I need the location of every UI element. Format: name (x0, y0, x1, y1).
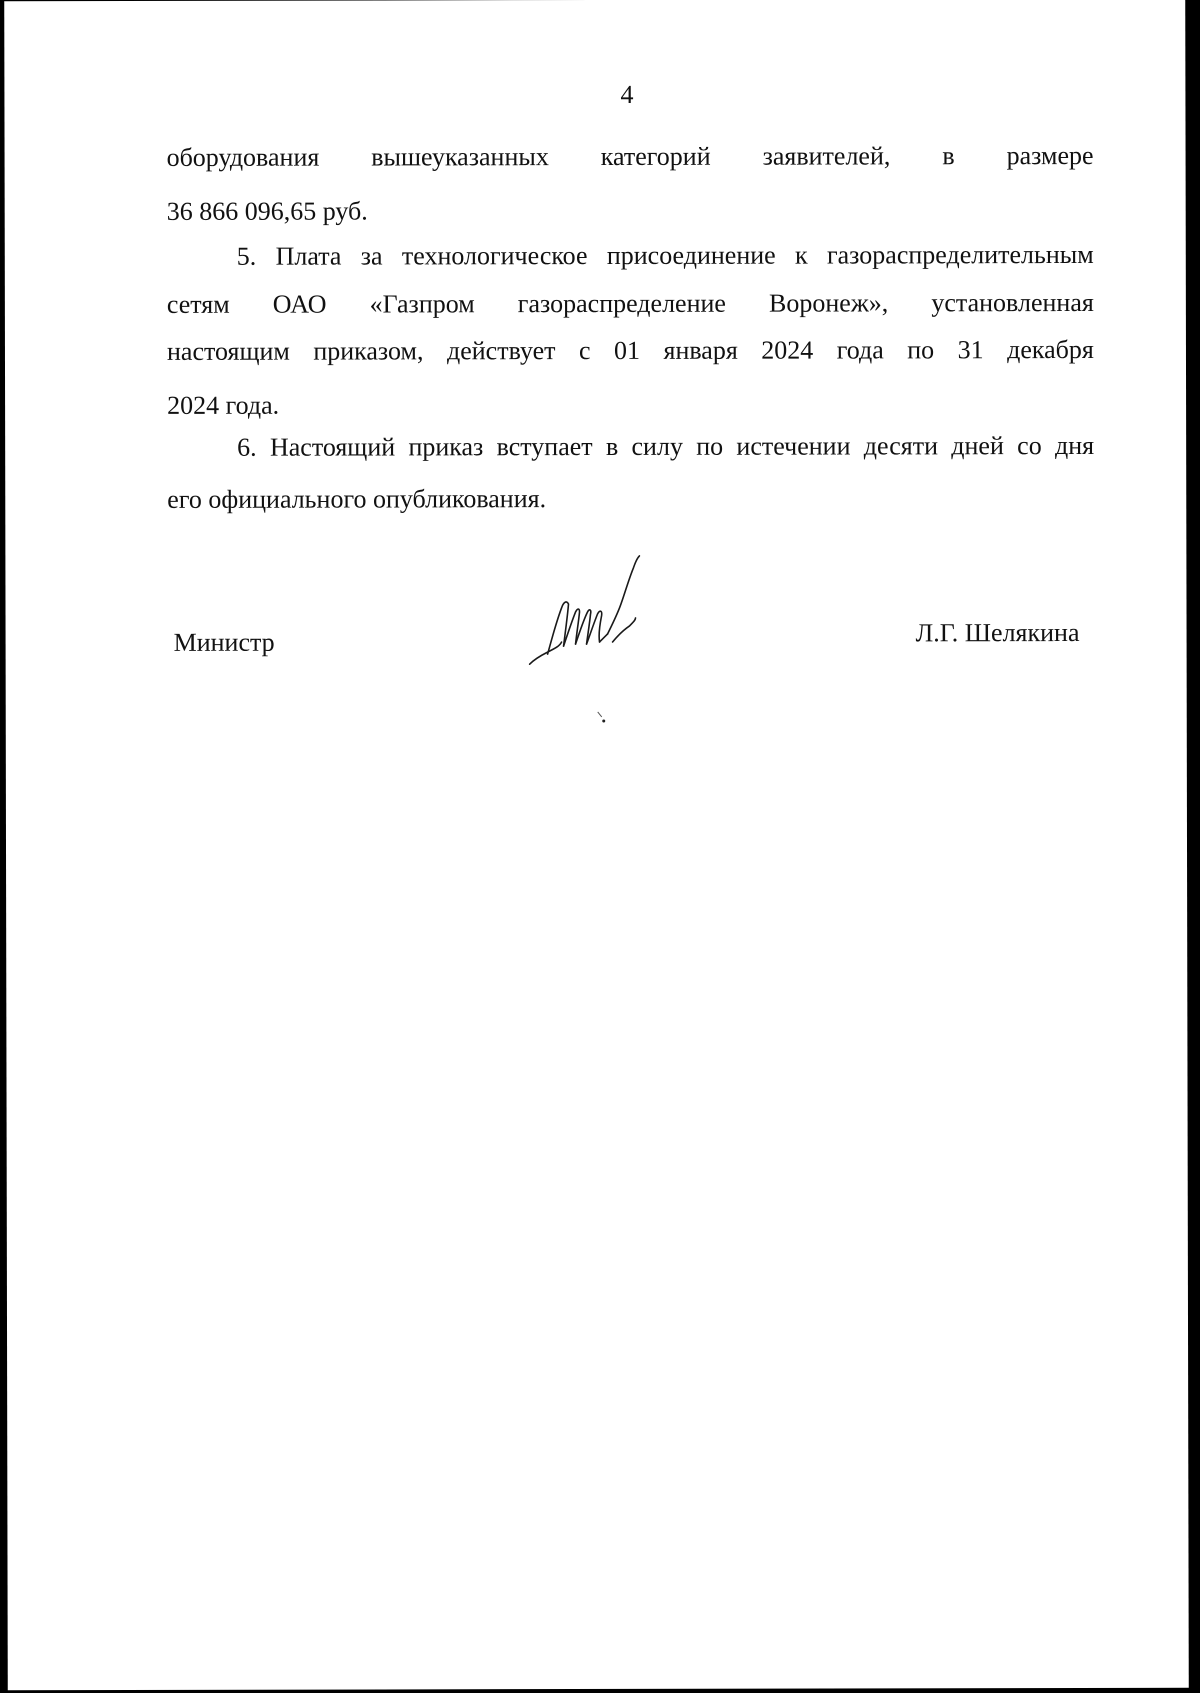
word: вступает (496, 432, 593, 462)
word: 01 (613, 335, 641, 365)
word: ОАО (272, 289, 327, 319)
word: в (942, 141, 955, 171)
word: 5. (236, 241, 257, 271)
word: с (578, 336, 591, 366)
word: дней (951, 431, 1004, 461)
word: силу (631, 431, 683, 461)
word: газораспределение (517, 288, 726, 319)
position-title: Министр (173, 627, 275, 657)
word: категорий (600, 141, 711, 171)
document-page (4, 0, 1189, 1690)
word: декабря (1007, 334, 1094, 365)
paragraph-4-line-1 (167, 141, 1094, 173)
word: оборудования (166, 142, 320, 172)
word: присоединение (606, 240, 776, 270)
word: установленная (931, 287, 1094, 318)
paragraph-6-line-2: его официального опубликования. (167, 484, 547, 514)
scan-speck (596, 710, 608, 724)
signer-name: Л.Г. Шелякина (915, 617, 1080, 648)
paragraph-6-line-1 (237, 431, 1094, 463)
paragraph-4-line-2: 36 866 096,65 руб. (166, 196, 368, 226)
word: заявителей, (762, 141, 891, 171)
word: настоящим (166, 336, 290, 366)
word: 2024 (761, 335, 814, 365)
word: вышеуказанных (371, 142, 549, 172)
word: сетям (166, 289, 230, 319)
paragraph-5-line-4: 2024 года. (167, 390, 280, 420)
word: января (663, 335, 738, 365)
word: истечении (736, 431, 851, 461)
word: газораспределительным (826, 239, 1094, 270)
signature-image (525, 550, 680, 670)
paragraph-5-line-3 (167, 335, 1094, 367)
page-number: 4 (620, 79, 634, 109)
paragraph-5-line-2 (167, 288, 1094, 320)
word: «Газпром (369, 289, 475, 319)
word: со (1017, 431, 1042, 461)
word: Плата (275, 241, 342, 271)
word: года (836, 335, 884, 365)
word: в (605, 431, 619, 461)
paragraph-5-line-1 (237, 240, 1094, 272)
word: действует (446, 336, 556, 366)
word: технологическое (401, 241, 588, 271)
word: за (360, 241, 383, 271)
word: по (696, 431, 724, 461)
word: приказом, (313, 336, 424, 366)
word: Воронеж», (768, 288, 889, 318)
word: к (794, 240, 808, 270)
word: по (907, 335, 935, 365)
word: десяти (863, 431, 939, 461)
word: размере (1006, 140, 1094, 171)
word: 31 (957, 335, 984, 365)
word: 6. (237, 432, 257, 462)
word: Настоящий (269, 432, 396, 462)
word: приказ (408, 432, 484, 462)
word: дня (1054, 430, 1095, 461)
